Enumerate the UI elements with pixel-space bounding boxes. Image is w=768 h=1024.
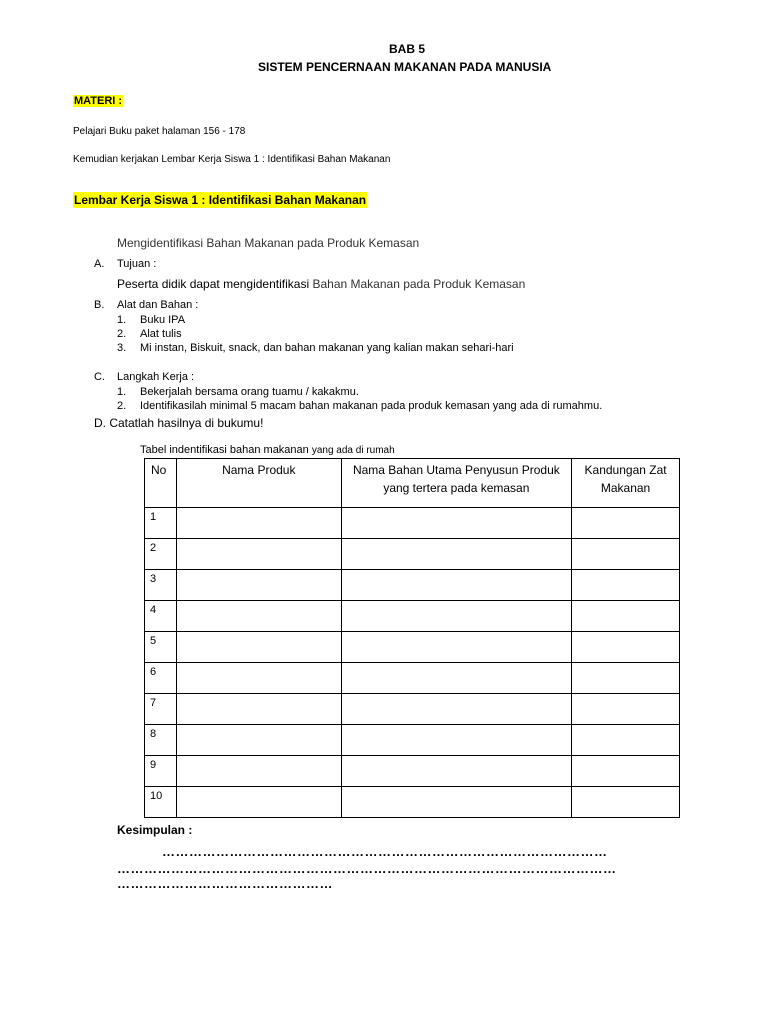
list-item: Bekerjalah bersama orang tuamu / kakakmu. — [140, 386, 359, 398]
list-item: Buku IPA — [140, 314, 186, 326]
table-header-row — [145, 459, 680, 508]
cell-bahan-utama[interactable] — [341, 787, 572, 818]
section-a-marker: A. — [94, 258, 105, 270]
table-row — [145, 539, 680, 570]
section-a-text-part1: Peserta didik dapat mengidentifikasi — [117, 277, 310, 291]
cell-kandungan-zat[interactable] — [572, 756, 680, 787]
materi-instruction-1: Pelajari Buku paket halaman 156 - 178 — [73, 126, 246, 137]
row-number: 10 — [145, 787, 177, 818]
cell-kandungan-zat[interactable] — [572, 632, 680, 663]
section-b-marker: B. — [94, 299, 105, 311]
lks-heading: Lembar Kerja Siswa 1 : Identifikasi Bahan Makanan — [74, 193, 367, 207]
section-a-text-part2: Bahan Makanan pada Produk Kemasan — [312, 277, 526, 291]
list-item-num: 1. — [117, 386, 127, 398]
cell-kandungan-zat[interactable] — [572, 508, 680, 539]
cell-bahan-utama[interactable] — [341, 632, 572, 663]
row-number: 8 — [145, 725, 177, 756]
lks-subtitle: Mengidentifikasi Bahan Makanan pada Produk Kemasan — [117, 236, 420, 250]
chapter-label: BAB 5 — [389, 42, 426, 56]
table-row — [145, 632, 680, 663]
row-number: 4 — [145, 601, 177, 632]
row-number: 1 — [145, 508, 177, 539]
materi-instruction-2: Kemudian kerjakan Lembar Kerja Siswa 1 : Identifikasi Bahan Makanan — [73, 154, 391, 165]
materi-label: MATERI : — [74, 95, 123, 107]
cell-bahan-utama[interactable] — [341, 508, 572, 539]
list-item: Mi instan, Biskuit, snack, dan bahan makanan yang kalian makan sehari-hari — [140, 342, 514, 354]
cell-kandungan-zat[interactable] — [572, 694, 680, 725]
table-caption — [140, 444, 395, 456]
cell-bahan-utama[interactable] — [341, 756, 572, 787]
table-row — [145, 508, 680, 539]
table-row — [145, 756, 680, 787]
kesimpulan-line-1[interactable]: ……………………………………………………………………………………… — [162, 844, 608, 859]
cell-kandungan-zat[interactable] — [572, 539, 680, 570]
table-row — [145, 725, 680, 756]
list-item: Identifikasilah minimal 5 macam bahan makanan pada produk kemasan yang ada di rumahmu. — [140, 400, 603, 412]
identification-table — [144, 458, 680, 818]
cell-bahan-utama[interactable] — [341, 601, 572, 632]
section-a-label: Tujuan : — [117, 258, 157, 270]
cell-kandungan-zat[interactable] — [572, 663, 680, 694]
kesimpulan-label: Kesimpulan : — [117, 823, 193, 837]
cell-kandungan-zat[interactable] — [572, 725, 680, 756]
cell-nama-produk[interactable] — [176, 756, 341, 787]
table-caption-part2: yang ada di rumah — [311, 445, 395, 456]
cell-nama-produk[interactable] — [176, 787, 341, 818]
cell-nama-produk[interactable] — [176, 632, 341, 663]
col-header-bahan-line2: yang tertera pada kemasan — [383, 481, 530, 495]
row-number: 3 — [145, 570, 177, 601]
list-item-num: 2. — [117, 328, 127, 340]
col-header-bahan-utama — [341, 459, 572, 508]
cell-kandungan-zat[interactable] — [572, 601, 680, 632]
col-header-zat-line2: Makanan — [600, 481, 651, 495]
table-row — [145, 787, 680, 818]
page-title: SISTEM PENCERNAAN MAKANAN PADA MANUSIA — [258, 60, 552, 74]
cell-nama-produk[interactable] — [176, 539, 341, 570]
cell-kandungan-zat[interactable] — [572, 787, 680, 818]
row-number: 7 — [145, 694, 177, 725]
cell-bahan-utama[interactable] — [341, 725, 572, 756]
list-item: Alat tulis — [140, 328, 182, 340]
col-header-zat-line1: Kandungan Zat — [584, 463, 667, 477]
cell-bahan-utama[interactable] — [341, 694, 572, 725]
col-header-nama-produk: Nama Produk — [176, 459, 341, 508]
cell-nama-produk[interactable] — [176, 508, 341, 539]
section-a-text — [117, 277, 525, 291]
row-number: 2 — [145, 539, 177, 570]
cell-nama-produk[interactable] — [176, 570, 341, 601]
col-header-kandungan-zat — [572, 459, 680, 508]
cell-kandungan-zat[interactable] — [572, 570, 680, 601]
row-number: 6 — [145, 663, 177, 694]
row-number: 5 — [145, 632, 177, 663]
table-row — [145, 663, 680, 694]
col-header-bahan-line1: Nama Bahan Utama Penyusun Produk — [352, 463, 560, 477]
list-item-num: 2. — [117, 400, 127, 412]
cell-nama-produk[interactable] — [176, 694, 341, 725]
list-item-num: 1. — [117, 314, 127, 326]
table-row — [145, 694, 680, 725]
section-c-marker: C. — [94, 371, 105, 383]
table-row — [145, 601, 680, 632]
section-d-text: D. Catatlah hasilnya di bukumu! — [94, 416, 264, 430]
section-b-label: Alat dan Bahan : — [117, 299, 199, 311]
kesimpulan-line-2[interactable]: ………………………………………………………………………………………………… — [117, 861, 617, 876]
cell-nama-produk[interactable] — [176, 663, 341, 694]
cell-bahan-utama[interactable] — [341, 539, 572, 570]
cell-nama-produk[interactable] — [176, 601, 341, 632]
kesimpulan-line-3[interactable]: ………………………………………… — [117, 876, 333, 891]
list-item-num: 3. — [117, 342, 127, 354]
table-caption-part1: Tabel indentifikasi bahan makanan — [140, 444, 309, 456]
cell-nama-produk[interactable] — [176, 725, 341, 756]
row-number: 9 — [145, 756, 177, 787]
cell-bahan-utama[interactable] — [341, 570, 572, 601]
table-row — [145, 570, 680, 601]
section-c-label: Langkah Kerja : — [117, 371, 195, 383]
col-header-no: No — [145, 459, 177, 508]
cell-bahan-utama[interactable] — [341, 663, 572, 694]
